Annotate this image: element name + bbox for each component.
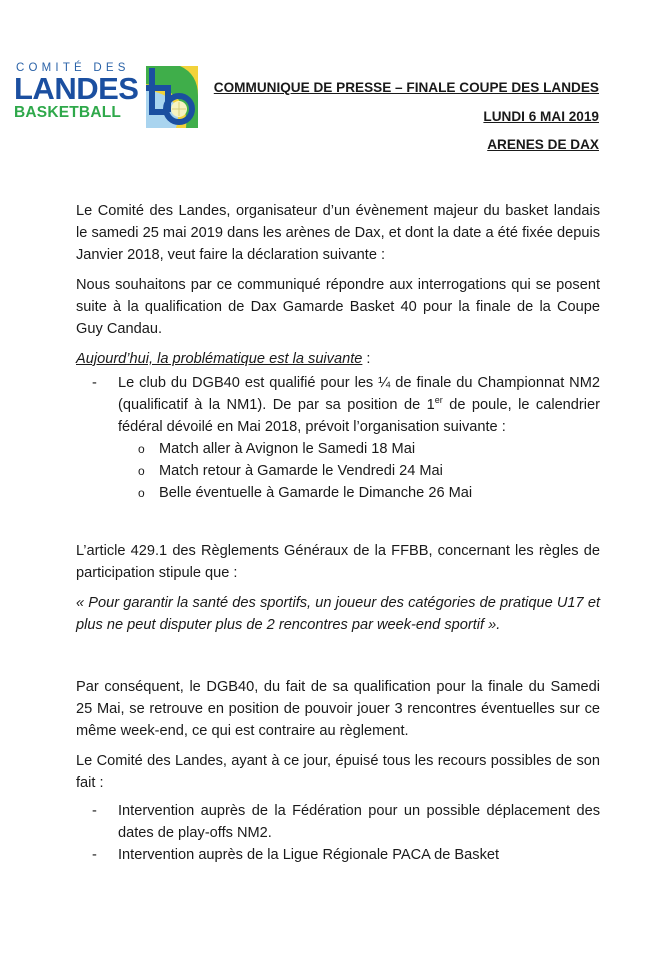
dash-bullet: - bbox=[92, 375, 97, 391]
logo-basketball: BASKETBALL bbox=[14, 104, 122, 121]
paragraph-article: L’article 429.1 des Règlements Généraux de la FFBB, concernant les règles de participation stipule que : bbox=[76, 543, 600, 581]
sub-list-item bbox=[76, 460, 600, 482]
list-item bbox=[76, 844, 600, 866]
circle-bullet: o bbox=[138, 486, 145, 500]
list-item bbox=[76, 800, 600, 844]
paragraph-consequence: Par conséquent, le DGB40, du fait de sa qualification pour la finale du Samedi 25 Mai, se retrouve en position de pouvoir jouer 3 rencontres éventuelles sur ce même week-end, ce qui est contraire au règlement. bbox=[76, 679, 600, 739]
header-title: COMMUNIQUE DE PRESSE – FINALE COUPE DES LANDES bbox=[213, 80, 599, 95]
sub-item-text: Match retour à Gamarde le Vendredi 24 Mai bbox=[159, 463, 443, 479]
document-body bbox=[76, 200, 600, 866]
circle-bullet: o bbox=[138, 442, 145, 456]
basketball-emblem-icon bbox=[146, 66, 198, 128]
list-item-text: Le club du DGB40 est qualifié pour les ¼ de finale du Championnat NM2 (qualificatif à la NM1). De par sa position de 1 bbox=[118, 375, 600, 413]
sub-list-item bbox=[76, 482, 600, 504]
problem-heading: Aujourd’hui, la problématique est la suivante bbox=[76, 351, 363, 367]
paragraph-recourse: Le Comité des Landes, ayant à ce jour, épuisé tous les recours possibles de son fait : bbox=[76, 753, 600, 791]
list-item bbox=[76, 372, 600, 438]
sub-item-text: Match aller à Avignon le Samedi 18 Mai bbox=[159, 441, 416, 457]
action-text: Intervention auprès de la Ligue Régionale PACA de Basket bbox=[118, 847, 500, 863]
problem-colon: : bbox=[362, 351, 371, 367]
paragraph-quote: « Pour garantir la santé des sportifs, un joueur des catégories de pratique U17 et plus ne peut disputer plus de 2 rencontres par week-end sportif ». bbox=[76, 595, 600, 633]
paragraph-intro: Le Comité des Landes, organisateur d’un évènement majeur du basket landais le samedi 25 mai 2019 dans les arènes de Dax, et dont la date a été fixée depuis Janvier 2018, veut faire la déclaration suivante : bbox=[76, 203, 600, 263]
actions-list bbox=[76, 800, 600, 866]
action-text: Intervention auprès de la Fédération pour un possible déplacement des dates de play-offs NM2. bbox=[118, 803, 600, 841]
logo-landes: LANDES bbox=[14, 71, 139, 106]
problem-list bbox=[76, 372, 600, 504]
list-item-text-cont: de poule, le calendrier fédéral dévoilé en Mai 2018, prévoit l’organisation suivante : bbox=[118, 397, 600, 435]
sub-item-text: Belle éventuelle à Gamarde le Dimanche 26 Mai bbox=[159, 485, 473, 501]
dash-bullet: - bbox=[92, 803, 97, 819]
logo-wordmark bbox=[14, 62, 144, 122]
dash-bullet: - bbox=[92, 847, 97, 863]
superscript-er: er bbox=[434, 395, 443, 406]
press-release-header bbox=[214, 80, 599, 166]
problem-heading-line bbox=[76, 348, 600, 370]
comite-landes-logo bbox=[14, 62, 200, 132]
paragraph-purpose: Nous souhaitons par ce communiqué répondre aux interrogations qui se posent suite à la qualification de Dax Gamarde Basket 40 pour la finale de la Coupe Guy Candau. bbox=[76, 277, 600, 337]
header-place: ARENES DE DAX bbox=[487, 137, 599, 152]
circle-bullet: o bbox=[138, 464, 145, 478]
sub-list-item bbox=[76, 438, 600, 460]
logo-comite-des: COMITÉ DES bbox=[16, 62, 130, 74]
header-date: LUNDI 6 MAI 2019 bbox=[483, 108, 599, 124]
